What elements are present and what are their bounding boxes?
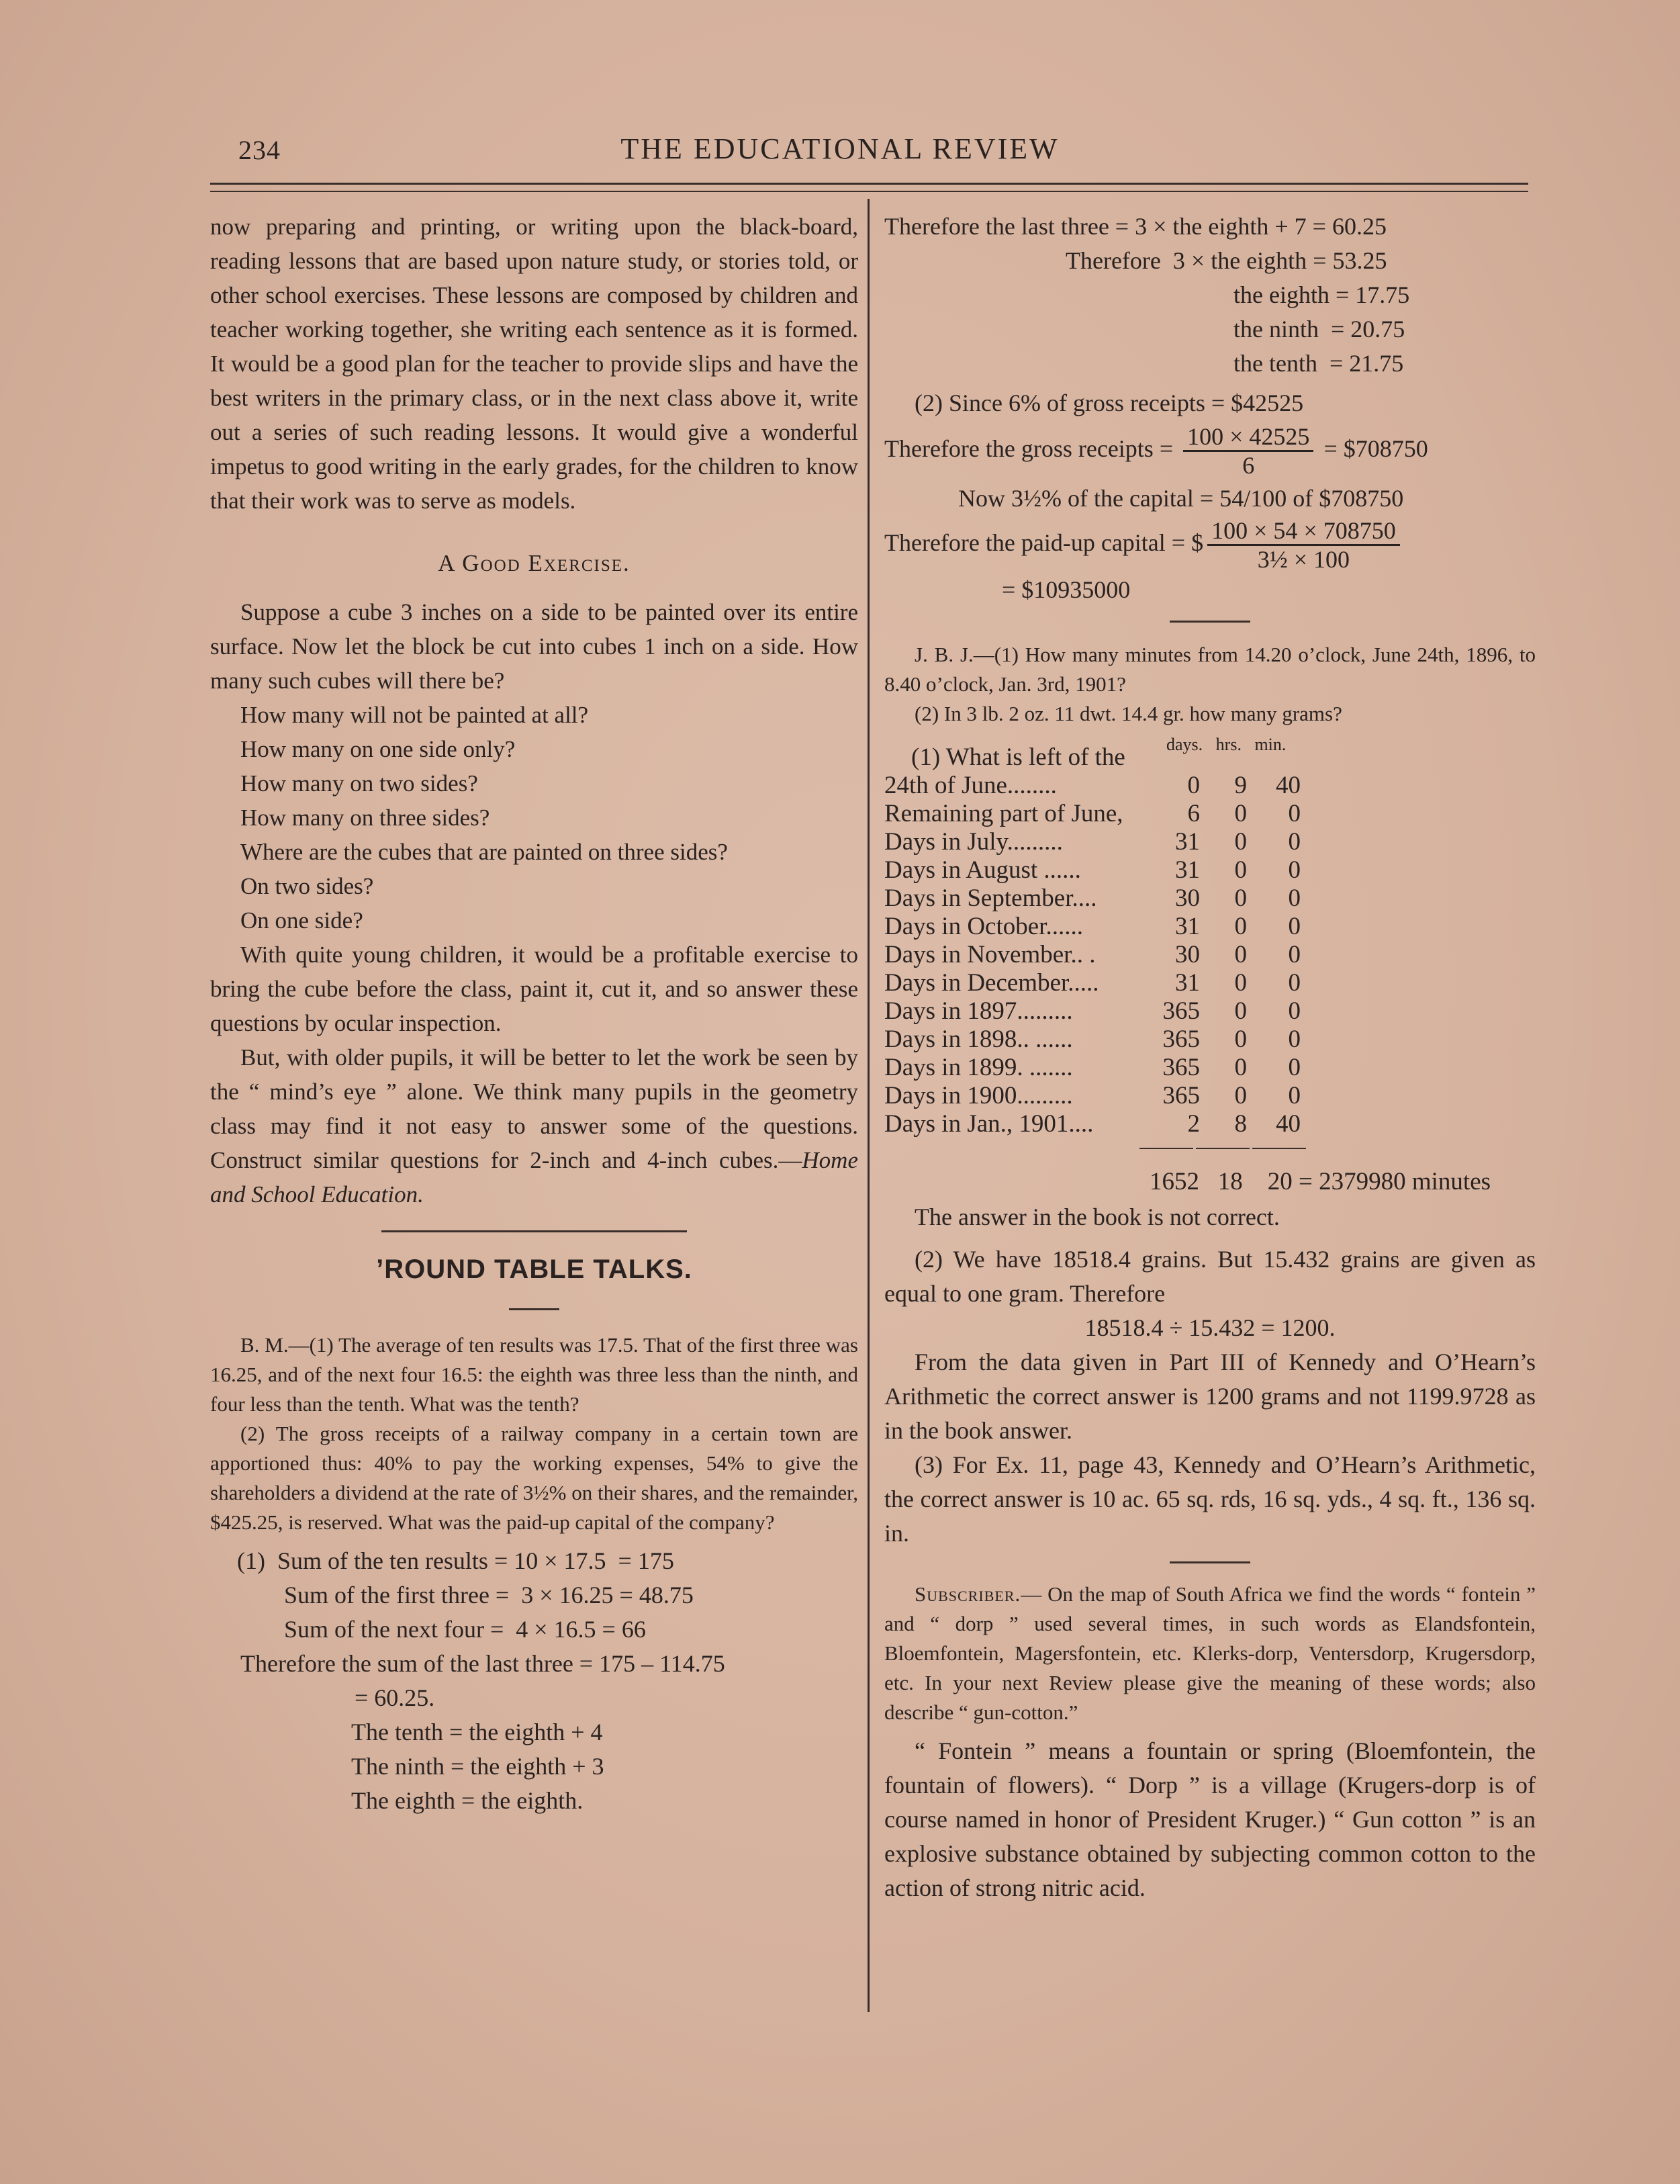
intro-paragraph: now preparing and printing, or writing upon the black-board, reading lessons that are based upon nature study, or stories told, or other school exercises. These lessons are composed by children and teacher working together, she writing each sentence as it is formed. It would be a good plan for the teacher to provide slips and have the best writers in the primary class, or in the next class above it, write out a series of such reading lessons. It would give a wonderful impetus to good writing in the early grades, for the children to know that their work was to serve as models. <box>210 214 858 514</box>
table-row <box>884 828 1301 856</box>
denominator: 3½ × 100 <box>1257 546 1350 573</box>
answer-2-note: From the data given in Part III of Kennedy and O’Hearn’s Arithmetic the correct answer is 1200 grams and not 1199.9728 as in the book answer. <box>884 1349 1536 1444</box>
subscriber-label: Subscriber. <box>915 1582 1021 1606</box>
row-label: Days in August ...... <box>884 856 1081 884</box>
section-divider <box>381 1230 687 1232</box>
math-line-fraction <box>884 423 1536 479</box>
row-min: 0 <box>1288 913 1301 940</box>
row-min: 0 <box>1288 856 1301 884</box>
row-min: 40 <box>1276 772 1301 799</box>
row-days: 6 <box>1187 800 1200 827</box>
row-days: 2 <box>1187 1110 1200 1138</box>
row-hrs: 0 <box>1234 1082 1247 1109</box>
table-intro: (1) What is left of the <box>911 743 1125 771</box>
subscriber-answer: “ Fontein ” means a fountain or spring (Bloemfontein, the fountain of flowers). “ Dorp ” is a village (Krugers-dorp is of course named in honor of President Kruger.) “ Gun cotton ” is an explosive substance obtained by subjecting common cotton to the action of strong nitric acid. <box>884 1737 1536 1901</box>
time-table-body <box>884 772 1301 1138</box>
denominator: 6 <box>1242 452 1255 479</box>
row-hrs: 8 <box>1234 1110 1247 1138</box>
header-rule-top <box>210 183 1528 185</box>
table-row <box>884 941 1301 969</box>
row-min: 0 <box>1288 969 1301 997</box>
row-hrs: 0 <box>1234 856 1247 884</box>
row-label: Days in 1900......... <box>884 1082 1073 1109</box>
row-hrs: 0 <box>1234 884 1247 912</box>
table-row <box>884 1082 1301 1110</box>
row-label: Days in December..... <box>884 969 1099 997</box>
row-min: 0 <box>1288 1082 1301 1109</box>
table-header <box>1166 727 1286 762</box>
exercise-paragraph: Suppose a cube 3 inches on a side to be painted over its entire surface. Now let the block be cut into cubes 1 inch on a side. How many such cubes will there be? <box>210 599 858 694</box>
jbj-question-1: J. B. J.—(1) How many minutes from 14.20 o’clock, June 24th, 1896, to 8.40 o’clock, Jan. 3rd, 1901? <box>884 643 1536 696</box>
exercise-question: How many on three sides? <box>240 805 490 831</box>
row-hrs: 0 <box>1234 941 1247 968</box>
row-hrs: 9 <box>1234 772 1247 799</box>
sum-rule <box>1139 1148 1193 1149</box>
total-hrs: 18 <box>1217 1168 1243 1195</box>
table-total <box>884 1168 1536 1196</box>
row-hrs: 0 <box>1234 997 1247 1025</box>
numerator: 100 × 54 × 708750 <box>1207 517 1400 546</box>
math-line: Therefore 3 × the eighth = 53.25 <box>1066 247 1387 274</box>
row-label: 24th of June........ <box>884 772 1057 799</box>
exercise-question: How many on one side only? <box>240 736 516 762</box>
row-label: Days in Jan., 1901.... <box>884 1110 1094 1138</box>
col-header-days: days. <box>1166 735 1203 754</box>
table-row <box>884 913 1301 941</box>
solution-line: Sum of the first three = 3 × 16.25 = 48.75 <box>284 1582 694 1608</box>
short-divider <box>1170 1561 1250 1563</box>
fraction <box>1207 517 1400 573</box>
table-row <box>884 856 1301 884</box>
table-row <box>884 884 1301 913</box>
exercise-question: On one side? <box>240 907 363 934</box>
row-min: 0 <box>1288 884 1301 912</box>
bm-question-1: B. M.—(1) The average of ten results was 17.5. That of the first three was 16.25, and of the next four 16.5: the eighth was three less than the ninth, and four less than the tenth. What was the tenth? <box>210 1333 858 1416</box>
row-label: Remaining part of June, <box>884 800 1123 827</box>
row-days: 31 <box>1175 856 1200 884</box>
answer-note: The answer in the book is not correct. <box>915 1203 1280 1230</box>
col-header-hrs: hrs. <box>1215 735 1242 754</box>
row-min: 0 <box>1288 997 1301 1025</box>
row-days: 365 <box>1162 1082 1200 1109</box>
solution-line: The eighth = the eighth. <box>351 1787 584 1814</box>
row-label: Days in November.. . <box>884 941 1096 968</box>
row-min: 0 <box>1288 800 1301 827</box>
total-min: 20 = 2379980 minutes <box>1267 1168 1491 1195</box>
answer-2: (2) We have 18518.4 grains. But 15.432 grains are given as equal to one gram. Therefore <box>884 1246 1536 1307</box>
subscriber-text: — On the map of South Africa we find the words “ fontein ” and “ dorp ” used several times, in such words as Elandsfontein, Bloemfontein, Magersfontein, etc. Klerks-dorp, Ventersdorp, Krugersdorp, etc. In your next Review please give the meaning of these words; also describe “ gun-cotton.” <box>884 1582 1536 1724</box>
column-divider <box>868 199 870 2012</box>
math-text: = $708750 <box>1323 435 1428 462</box>
row-min: 0 <box>1288 1026 1301 1053</box>
short-divider <box>509 1308 559 1310</box>
exercise-conclusion: But, with older pupils, it will be better to let the work be seen by the “ mind’s eye ” alone. We think many pupils in the geometry class may find it not easy to answer some of the questions. Construct similar questions for 2-inch and 4-inch cubes.— <box>210 1044 858 1173</box>
page-number: 234 <box>238 135 281 165</box>
table-row <box>884 997 1301 1026</box>
math-line: the tenth = 21.75 <box>1233 350 1404 377</box>
row-label: Days in October...... <box>884 913 1083 940</box>
math-line: the eighth = 17.75 <box>1233 281 1410 308</box>
math-line: (2) Since 6% of gross receipts = $42525 <box>915 390 1304 416</box>
subscriber-question <box>884 1580 1536 1727</box>
row-label: Days in 1899. ....... <box>884 1054 1073 1081</box>
exercise-question: How many will not be painted at all? <box>240 702 589 728</box>
row-min: 40 <box>1276 1110 1301 1138</box>
math-line: = $10935000 <box>1002 576 1131 603</box>
row-days: 30 <box>1175 884 1200 912</box>
row-min: 0 <box>1288 941 1301 968</box>
table-row <box>884 1026 1301 1054</box>
solution-line: (1) Sum of the ten results = 10 × 17.5 = 175 <box>237 1547 674 1574</box>
row-label: Days in September.... <box>884 884 1097 912</box>
left-column <box>210 210 858 1818</box>
row-days: 365 <box>1162 1026 1200 1053</box>
row-min: 0 <box>1288 828 1301 856</box>
fraction <box>1183 423 1313 479</box>
solution-line: The tenth = the eighth + 4 <box>351 1719 603 1745</box>
row-hrs: 0 <box>1234 1026 1247 1053</box>
jbj-question-2: (2) In 3 lb. 2 oz. 11 dwt. 14.4 gr. how many grams? <box>915 702 1342 725</box>
row-label: Days in 1897......... <box>884 997 1073 1025</box>
solution-line: Therefore the sum of the last three = 175 – 114.75 <box>240 1650 725 1677</box>
col-header-min: min. <box>1254 735 1287 754</box>
sum-rule <box>1252 1148 1306 1149</box>
exercise-paragraph: With quite young children, it would be a profitable exercise to bring the cube before the class, paint it, cut it, and so answer these questions by ocular inspection. <box>210 942 858 1036</box>
bm-question-2: (2) The gross receipts of a railway company in a certain town are apportioned thus: 40% to pay the working expenses, 54% to give the shareholders a dividend at the rate of 3½% on their shares, and the remainder, $425.25, is reserved. What was the paid-up capital of the company? <box>210 1422 858 1534</box>
row-hrs: 0 <box>1234 913 1247 940</box>
row-hrs: 0 <box>1234 969 1247 997</box>
numerator: 100 × 42525 <box>1183 423 1313 452</box>
row-days: 31 <box>1175 969 1200 997</box>
table-row <box>884 772 1301 800</box>
table-row <box>884 1054 1301 1082</box>
row-hrs: 0 <box>1234 1054 1247 1081</box>
row-min: 0 <box>1288 1054 1301 1081</box>
table-row <box>884 969 1301 997</box>
answer-2-calc: 18518.4 ÷ 15.432 = 1200. <box>1084 1314 1336 1341</box>
row-hrs: 0 <box>1234 800 1247 827</box>
math-line: the ninth = 20.75 <box>1233 316 1405 343</box>
row-label: Days in 1898.. ...... <box>884 1026 1073 1053</box>
exercise-paragraph <box>210 1040 858 1212</box>
exercise-question: How many on two sides? <box>240 770 478 797</box>
row-days: 365 <box>1162 1054 1200 1081</box>
solution-line: = 60.25. <box>355 1684 435 1711</box>
total-days: 1652 <box>1150 1168 1199 1195</box>
row-days: 31 <box>1175 913 1200 940</box>
exercise-question: Where are the cubes that are painted on three sides? <box>240 839 728 865</box>
section-title: ’ROUND TABLE TALKS. <box>376 1255 692 1284</box>
sum-rule <box>1196 1148 1250 1149</box>
math-text: Therefore the gross receipts = <box>884 435 1174 462</box>
table-row <box>884 800 1301 828</box>
row-label: Days in July......... <box>884 828 1063 856</box>
row-days: 31 <box>1175 828 1200 856</box>
right-column <box>884 210 1536 1905</box>
row-hrs: 0 <box>1234 828 1247 856</box>
math-line: Therefore the last three = 3 × the eighth + 7 = 60.25 <box>884 213 1387 240</box>
math-line-fraction <box>884 517 1536 573</box>
answer-3: (3) For Ex. 11, page 43, Kennedy and O’Hearn’s Arithmetic, the correct answer is 10 ac. 65 sq. rds, 16 sq. yds., 4 sq. ft., 136 sq. in. <box>884 1451 1536 1547</box>
row-days: 0 <box>1187 772 1200 799</box>
short-divider <box>1170 621 1250 623</box>
table-row <box>884 1110 1301 1138</box>
table-sum-rules <box>884 1138 1536 1168</box>
solution-line: The ninth = the eighth + 3 <box>351 1753 604 1780</box>
row-days: 30 <box>1175 941 1200 968</box>
row-days: 365 <box>1162 997 1200 1025</box>
time-table <box>884 731 1536 1196</box>
solution-line: Sum of the next four = 4 × 16.5 = 66 <box>284 1616 646 1643</box>
source-citation: Home and School Education. <box>210 1147 858 1208</box>
exercise-question: On two sides? <box>240 873 374 899</box>
journal-title: THE EDUCATIONAL REVIEW <box>620 132 1060 165</box>
math-line: Now 3½% of the capital = 54/100 of $708750 <box>958 485 1404 512</box>
math-text: Therefore the paid-up capital = $ <box>884 529 1204 556</box>
header-rule-bottom <box>210 191 1528 192</box>
exercise-title: A Good Exercise. <box>438 550 631 576</box>
